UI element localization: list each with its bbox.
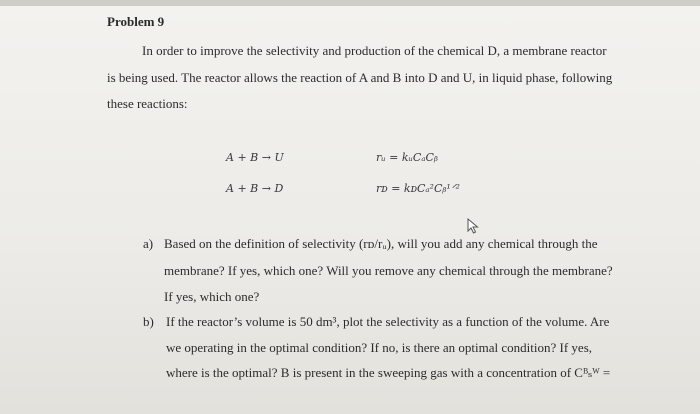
item-a-line-3: If yes, which one? [164,289,260,304]
item-a-label: a) [143,236,154,251]
item-a-line-1: Based on the definition of selectivity (rᴅ/rᵤ), will you add any chemical through the [164,236,598,251]
item-a-line-2: membrane? If yes, which one? Will you remove any chemical through the membrane? [164,263,613,278]
intro-line-1: In order to improve the selectivity and production of the chemical D, a membrane reactor [142,43,607,58]
problem-title: Problem 9 [107,14,165,29]
item-b-line-2: we operating in the optimal condition? If no, is there an optimal condition? If yes, [166,340,592,355]
item-b-label: b) [143,314,154,329]
reaction-2: A + B → D [226,182,284,195]
item-b-line-1: If the reactor’s volume is 50 dm³, plot the selectivity as a function of the volume. Are [166,314,610,329]
rate-law-u: rᵤ = kᵤCₐCᵦ [376,151,438,164]
item-b-line-3: where is the optimal? B is present in the sweeping gas with a concentration of Cᴮₛᵂ = [166,365,611,380]
intro-line-3: these reactions: [107,96,188,111]
rate-law-d: rᴅ = kᴅCₐ²Cᵦ¹ᐟ² [376,182,460,195]
page-top-edge [0,0,700,6]
intro-line-2: is being used. The reactor allows the reaction of A and B into D and U, in liquid phase, following [107,70,613,85]
mouse-pointer-icon [467,218,479,234]
reaction-1: A + B → U [226,151,284,164]
